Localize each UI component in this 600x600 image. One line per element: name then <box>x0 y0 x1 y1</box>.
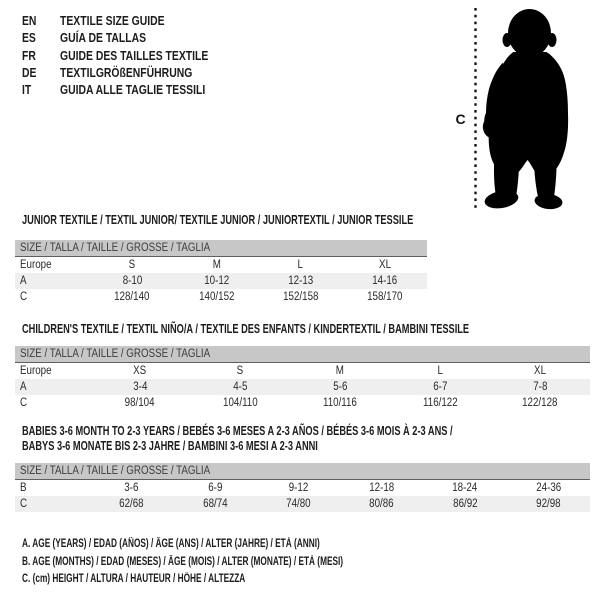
language-code <box>22 47 60 64</box>
row-label-text: C <box>20 397 28 409</box>
language-code <box>22 81 60 98</box>
table-cell-text: 5-6 <box>332 381 348 393</box>
language-code <box>22 29 60 46</box>
row-label <box>15 480 90 496</box>
language-code-text: EN <box>22 13 37 28</box>
footnote-line <box>22 571 468 589</box>
table-cell-text: 104/110 <box>222 397 258 409</box>
size-header-label-text: SIZE / TALLA / TAILLE / GRÖSSE / TAGLIA <box>20 465 211 477</box>
section-title-line <box>22 213 427 227</box>
table-cell <box>423 480 506 496</box>
table-cell-text: XL <box>378 259 391 271</box>
table-cell-text: 140/152 <box>198 291 235 303</box>
table-cell <box>174 273 258 289</box>
table-cell <box>190 363 290 379</box>
table-cell-text: 4-5 <box>232 381 248 393</box>
table-cell <box>390 395 490 411</box>
table-cell <box>173 496 256 512</box>
table-cell-text: 122/128 <box>522 397 558 409</box>
table-cell-text: 158/170 <box>367 291 403 303</box>
table-cell <box>257 496 340 512</box>
footnote-line-text: A. AGE (YEARS) / EDAD (AÑOS) / ÂGE (ANS) / ALTER (JAHRE) / ETÀ (ANNI) <box>22 538 320 550</box>
toddler-silhouette <box>481 9 568 211</box>
language-code-text: IT <box>22 82 32 98</box>
table-cell-text: 12-13 <box>288 275 314 287</box>
table-cell <box>343 273 427 289</box>
section-title-line-text: BABYS 3-6 MONATE BIS 2-3 JAHRE / BAMBINI 3-6 MESI A 2-3 ANNI <box>22 439 318 453</box>
table-cell-text: 6-7 <box>432 381 448 393</box>
language-label <box>60 47 245 64</box>
table-cell <box>257 480 340 496</box>
footnote-line <box>22 536 468 554</box>
table-cell <box>90 273 174 289</box>
table-cell-text: 12-18 <box>369 482 395 494</box>
table-row <box>15 363 590 379</box>
row-label <box>15 273 90 289</box>
table-cell-text: 98/104 <box>125 397 155 409</box>
table-cell <box>90 363 190 379</box>
language-code <box>22 64 60 81</box>
size-header-bar <box>15 463 590 480</box>
table-cell-text: 18-24 <box>452 482 478 494</box>
table-cell <box>507 480 590 496</box>
table-row <box>15 379 590 395</box>
row-label-text: Europe <box>20 365 52 377</box>
row-label-text: A <box>20 275 27 287</box>
language-code-text: FR <box>22 47 36 63</box>
table-row <box>15 257 427 273</box>
figure-panel <box>448 2 596 218</box>
language-label-text: TEXTILE SIZE GUIDE <box>60 13 165 28</box>
row-label-text: Europe <box>20 259 52 271</box>
table-cell <box>174 289 258 305</box>
table-cell <box>259 289 343 305</box>
table-row <box>15 395 590 411</box>
table-cell <box>174 257 258 273</box>
row-label <box>15 496 90 512</box>
row-label <box>15 289 90 305</box>
language-code-text: ES <box>22 30 36 46</box>
table-cell-text: 24-36 <box>535 482 561 494</box>
language-row <box>22 81 245 98</box>
section-title-line-text: JUNIOR TEXTILE / TEXTIL JUNIOR/ TEXTILE JUNIOR / JUNIORTEXTIL / JUNIOR TESSILE <box>22 213 414 227</box>
table-cell <box>507 496 590 512</box>
table-cell <box>490 379 590 395</box>
size-header-label-text: SIZE / TALLA / TAILLE / GRÖSSE / TAGLIA <box>20 242 211 254</box>
table-cell-text: 152/158 <box>282 291 319 303</box>
table-row <box>15 289 427 305</box>
footnote-line <box>22 554 468 572</box>
section-junior-textile <box>15 213 427 305</box>
table-cell-text: L <box>437 365 443 377</box>
footnote-line-text: B. AGE (MONTHS) / EDAD (MESES) / ÂGE (MOIS) / ALTER (MONATE) / ETÀ (MESI) <box>22 555 344 568</box>
table-cell-text: M <box>335 365 345 377</box>
table-cell <box>190 379 290 395</box>
table-cell-text: 3-4 <box>132 381 148 393</box>
table-cell-text: 3-6 <box>124 482 139 494</box>
table-cell <box>90 395 190 411</box>
table-cell-text: 128/140 <box>114 291 150 303</box>
row-label-text: A <box>20 381 27 393</box>
section-title-line-text: CHILDREN'S TEXTILE / TEXTIL NIÑO/A / TEXTILE DES ENFANTS / KINDERTEXTIL / BAMBINI TESSILE <box>22 322 470 336</box>
language-label-text: GUÍA DE TALLAS <box>60 30 147 46</box>
table-cell-text: 68/74 <box>202 498 228 510</box>
table-cell-text: 62/68 <box>119 498 144 510</box>
table-cell-text: 80/86 <box>369 498 394 510</box>
table-cell <box>90 257 174 273</box>
table-cell-text: 74/80 <box>286 498 311 510</box>
table-cell <box>190 395 290 411</box>
section-title-line <box>22 439 590 454</box>
language-row <box>22 47 245 64</box>
row-label-text: C <box>20 291 28 303</box>
table-cell-text: S <box>128 259 136 271</box>
table-row <box>15 496 590 512</box>
language-label <box>60 29 168 46</box>
table-cell <box>343 289 427 305</box>
table-cell-text: XS <box>133 365 147 377</box>
language-code <box>22 12 60 29</box>
section-title-line-text: BABIES 3-6 MONTH TO 2-3 YEARS / BEBÉS 3-6 MESES A 2-3 AÑOS / BÉBÉS 3-6 MOIS À 2-3 ANS / <box>22 424 453 438</box>
table-cell <box>173 480 256 496</box>
size-table <box>15 480 590 512</box>
table-cell-text: 86/92 <box>452 498 478 510</box>
table-cell <box>390 363 490 379</box>
table-cell-text: 10-12 <box>203 275 229 287</box>
table-cell <box>340 480 423 496</box>
table-cell-text: L <box>297 259 304 271</box>
table-cell <box>290 363 390 379</box>
language-row <box>22 12 245 29</box>
section-title <box>22 322 590 336</box>
footnotes <box>22 536 468 589</box>
section-title <box>22 424 590 454</box>
table-cell <box>90 289 174 305</box>
table-cell <box>259 257 343 273</box>
table-cell-text: 116/122 <box>422 397 458 409</box>
table-cell <box>90 480 173 496</box>
table-cell-text: 92/98 <box>536 498 561 510</box>
table-cell <box>490 395 590 411</box>
row-label <box>15 395 90 411</box>
row-label <box>15 363 90 379</box>
table-cell-text: 110/116 <box>323 397 357 409</box>
language-label <box>60 64 225 81</box>
row-label <box>15 379 90 395</box>
language-label <box>60 12 191 29</box>
language-label <box>60 81 242 98</box>
language-label-text: GUIDE DES TAILLES TEXTILE <box>60 47 209 63</box>
table-row <box>15 480 590 496</box>
language-label-text: GUIDA ALLE TAGLIE TESSILI <box>60 82 206 98</box>
size-header-bar <box>15 240 427 257</box>
table-cell-text: 9-12 <box>288 482 309 494</box>
footnote-line-text: C. (cm) HEIGHT / ALTURA / HAUTEUR / HÖHE / ALTEZZA <box>22 573 246 585</box>
table-cell <box>290 395 390 411</box>
table-cell <box>90 379 190 395</box>
language-header <box>22 12 245 98</box>
toddler-silhouette-svg <box>448 2 596 218</box>
table-cell <box>490 363 590 379</box>
table-cell-text: 8-10 <box>122 275 142 287</box>
language-code-text: DE <box>22 64 37 80</box>
row-label-text: B <box>20 482 27 494</box>
table-cell-text: XL <box>534 365 546 377</box>
table-cell-text: S <box>236 365 244 377</box>
table-cell <box>290 379 390 395</box>
size-header-bar <box>15 346 590 363</box>
section-babies-textile <box>15 424 590 512</box>
size-table <box>15 257 427 305</box>
language-label-text: TEXTILGRÖßENFÜHRUNG <box>60 64 193 80</box>
table-cell <box>90 496 173 512</box>
section-title-line <box>22 424 590 439</box>
table-cell-text: M <box>212 259 221 271</box>
table-cell-text: 6-9 <box>207 482 223 494</box>
row-label-text: C <box>20 498 28 510</box>
section-title <box>22 213 427 227</box>
table-cell <box>343 257 427 273</box>
language-row <box>22 64 245 81</box>
size-header-label-text: SIZE / TALLA / TAILLE / GRÖSSE / TAGLIA <box>20 348 211 360</box>
table-cell <box>423 496 506 512</box>
table-row <box>15 273 427 289</box>
table-cell-text: 14-16 <box>372 275 398 287</box>
language-row <box>22 29 245 46</box>
section-title-line <box>22 322 590 336</box>
table-cell <box>259 273 343 289</box>
figure-measure-label: C <box>455 111 466 127</box>
table-cell <box>390 379 490 395</box>
section-childrens-textile <box>15 322 590 411</box>
row-label <box>15 257 90 273</box>
size-table <box>15 363 590 411</box>
table-cell-text: 7-8 <box>532 381 548 393</box>
table-cell <box>340 496 423 512</box>
